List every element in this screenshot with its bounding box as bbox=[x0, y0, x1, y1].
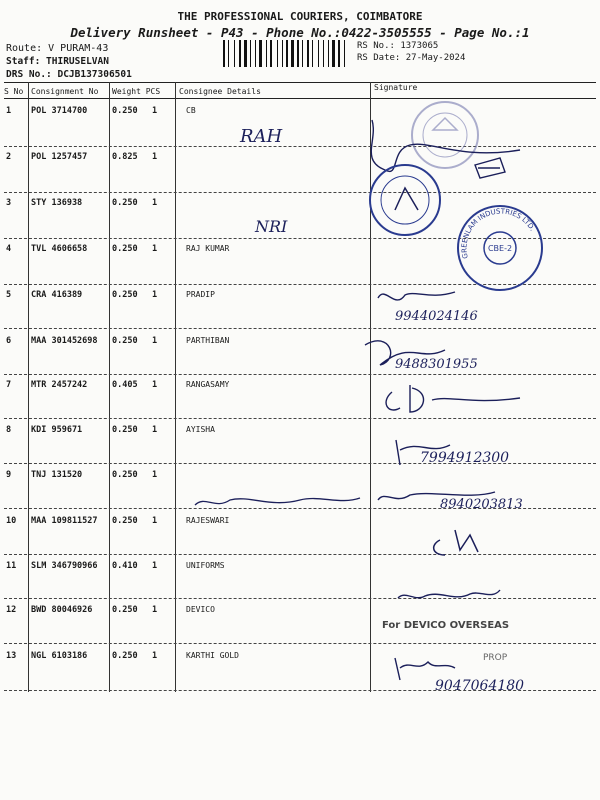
rs-number: RS No.: 1373065 bbox=[357, 41, 439, 51]
row-pcs: 1 bbox=[152, 106, 158, 116]
staff: Staff: THIRUSELVAN bbox=[6, 56, 109, 67]
row-separator bbox=[4, 463, 596, 464]
company-seal-cbe bbox=[458, 206, 542, 290]
row-weight: 0.250 bbox=[112, 290, 138, 300]
drs-number: DRS No.: DCJB137306501 bbox=[6, 69, 132, 80]
row-pcs: 1 bbox=[152, 470, 158, 480]
row-consignment-no: MAA 301452698 bbox=[31, 336, 98, 346]
row-consignment-no: POL 1257457 bbox=[31, 152, 88, 162]
row-pcs: 1 bbox=[152, 152, 158, 162]
row-sno: 5 bbox=[6, 290, 12, 300]
col-signature: Signature bbox=[374, 83, 418, 92]
row-weight: 0.250 bbox=[112, 470, 138, 480]
divider-weight bbox=[175, 82, 176, 692]
row-sno: 10 bbox=[6, 516, 17, 526]
stamp-devico: For DEVICO OVERSEAS bbox=[382, 620, 510, 631]
header-rule-bottom bbox=[4, 98, 596, 99]
row-consignee: UNIFORMS bbox=[186, 561, 225, 570]
row-sno: 13 bbox=[6, 651, 17, 661]
row-separator bbox=[4, 690, 596, 691]
row-sno: 8 bbox=[6, 425, 12, 435]
row-weight: 0.405 bbox=[112, 380, 138, 390]
phone-row-6: 9488301955 bbox=[395, 357, 478, 372]
row-pcs: 1 bbox=[152, 336, 158, 346]
row-consignee: KARTHI GOLD bbox=[186, 651, 239, 660]
row-pcs: 1 bbox=[152, 198, 158, 208]
row-sno: 12 bbox=[6, 605, 17, 615]
signature-row-10 bbox=[434, 530, 478, 555]
row-sno: 1 bbox=[6, 106, 12, 116]
col-weight-pcs: Weight PCS bbox=[112, 87, 161, 96]
row-weight: 0.825 bbox=[112, 152, 138, 162]
row-weight: 0.250 bbox=[112, 244, 138, 254]
phone-row-8: 7994912300 bbox=[420, 450, 510, 466]
seal-name: GREENLAM INDUSTRIES LTD. bbox=[460, 207, 537, 260]
handwritten-rah: RAH bbox=[240, 126, 283, 147]
header-rule-top bbox=[4, 82, 596, 83]
seal-code: CBE-2 bbox=[487, 244, 513, 253]
phone-row-5: 9944024146 bbox=[395, 309, 478, 324]
row-consignment-no: TNJ 131520 bbox=[31, 470, 83, 480]
row-weight: 0.250 bbox=[112, 336, 138, 346]
signature-row-6 bbox=[365, 341, 445, 365]
row-separator bbox=[4, 284, 596, 285]
row-pcs: 1 bbox=[152, 244, 158, 254]
round-stamp-1 bbox=[412, 102, 478, 168]
phone-row-13: 9047064180 bbox=[435, 678, 525, 694]
signature-row-13 bbox=[395, 658, 455, 680]
handwritten-nri: NRI bbox=[255, 217, 288, 236]
consignee-handwriting-row-9 bbox=[195, 498, 360, 505]
row-separator bbox=[4, 328, 596, 329]
row-sno: 2 bbox=[6, 152, 12, 162]
signature-row-9 bbox=[378, 492, 495, 500]
row-separator bbox=[4, 238, 596, 239]
row-separator bbox=[4, 643, 596, 644]
runsheet-title: Delivery Runsheet - P43 - Phone No.:0422-3505555 - Page No.:1 bbox=[70, 25, 530, 40]
row-weight: 0.250 bbox=[112, 651, 138, 661]
row-consignment-no: TVL 4606658 bbox=[31, 244, 88, 254]
signature-row-8 bbox=[396, 440, 450, 465]
row-separator bbox=[4, 418, 596, 419]
divider-sno bbox=[28, 82, 29, 692]
row-weight: 0.250 bbox=[112, 516, 138, 526]
signature-row-7 bbox=[386, 385, 520, 412]
row-consignee: RANGASAMY bbox=[186, 380, 230, 389]
row-sno: 7 bbox=[6, 380, 12, 390]
row-sno: 3 bbox=[6, 198, 12, 208]
col-consignee: Consignee Details bbox=[179, 87, 261, 96]
row-consignment-no: MAA 109811527 bbox=[31, 516, 98, 526]
phone-row-9: 8940203813 bbox=[440, 497, 523, 512]
row-consignee: PARTHIBAN bbox=[186, 336, 230, 345]
row-consignee: RAJESWARI bbox=[186, 516, 230, 525]
row-sno: 11 bbox=[6, 561, 17, 571]
row-weight: 0.410 bbox=[112, 561, 138, 571]
route: Route: V PURAM-43 bbox=[6, 43, 109, 54]
barcode bbox=[223, 40, 351, 67]
row-separator bbox=[4, 508, 596, 509]
row-weight: 0.250 bbox=[112, 198, 138, 208]
row-sno: 9 bbox=[6, 470, 12, 480]
rs-date: RS Date: 27-May-2024 bbox=[357, 53, 466, 63]
row-pcs: 1 bbox=[152, 561, 158, 571]
row-weight: 0.250 bbox=[112, 425, 138, 435]
row-separator bbox=[4, 554, 596, 555]
divider-consignment bbox=[109, 82, 110, 692]
row-consignment-no: POL 3714700 bbox=[31, 106, 88, 116]
col-consignment: Consignment No bbox=[31, 87, 99, 96]
row-separator bbox=[4, 598, 596, 599]
row-consignment-no: MTR 2457242 bbox=[31, 380, 88, 390]
row-separator bbox=[4, 192, 596, 193]
row-weight: 0.250 bbox=[112, 106, 138, 116]
row-consignment-no: CRA 416389 bbox=[31, 290, 83, 300]
row-consignment-no: STY 136938 bbox=[31, 198, 83, 208]
col-sno: S No bbox=[4, 87, 24, 96]
row-consignee: DEVICO bbox=[186, 605, 215, 614]
row-consignment-no: KDI 959671 bbox=[31, 425, 83, 435]
signature-row-5 bbox=[378, 292, 455, 300]
row-consignee: PRADIP bbox=[186, 290, 215, 299]
company-title: THE PROFESSIONAL COURIERS, COIMBATORE bbox=[177, 10, 423, 23]
signature-row-2 bbox=[475, 158, 505, 178]
round-stamp-2 bbox=[370, 165, 440, 235]
row-consignment-no: BWD 80046926 bbox=[31, 605, 93, 615]
stamp-prop: PROP bbox=[483, 653, 508, 663]
row-sno: 4 bbox=[6, 244, 12, 254]
row-separator bbox=[4, 374, 596, 375]
row-consignee: AYISHA bbox=[186, 425, 215, 434]
row-pcs: 1 bbox=[152, 516, 158, 526]
row-separator bbox=[4, 146, 596, 147]
row-consignment-no: NGL 6103186 bbox=[31, 651, 88, 661]
row-pcs: 1 bbox=[152, 380, 158, 390]
row-pcs: 1 bbox=[152, 425, 158, 435]
row-weight: 0.250 bbox=[112, 605, 138, 615]
row-sno: 6 bbox=[6, 336, 12, 346]
svg-text:GREENLAM INDUSTRIES LTD. bbox=[460, 207, 536, 259]
row-consignee: RAJ KUMAR bbox=[186, 244, 230, 253]
signature-row-11 bbox=[398, 590, 500, 598]
row-consignee: CB bbox=[186, 106, 196, 115]
divider-signature bbox=[370, 82, 371, 692]
row-pcs: 1 bbox=[152, 651, 158, 661]
row-pcs: 1 bbox=[152, 290, 158, 300]
row-pcs: 1 bbox=[152, 605, 158, 615]
row-consignment-no: SLM 346790966 bbox=[31, 561, 98, 571]
